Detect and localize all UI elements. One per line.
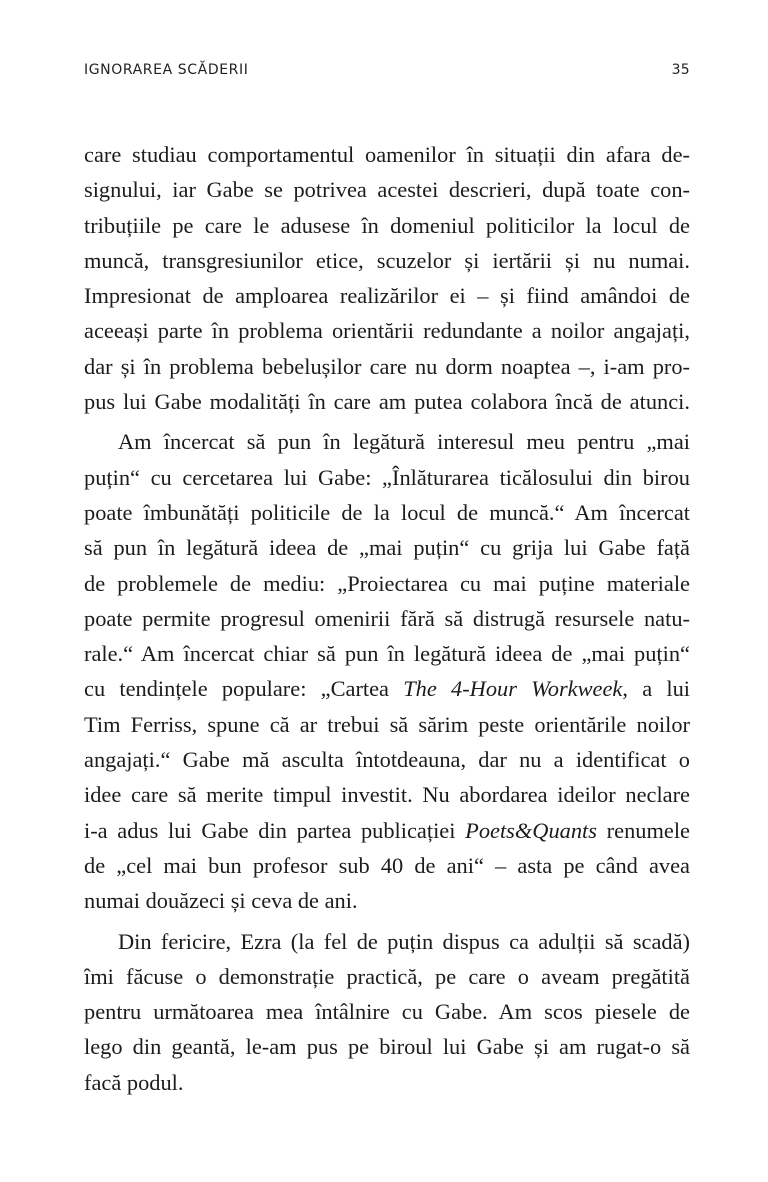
text-line: de „cel mai bun profesor sub 40 de ani“ – asta pe când avea [84,852,690,878]
text-line: să pun în legătură ideea de „mai puțin“ cu grija lui Gabe față [84,535,690,561]
page-number: 35 [671,62,690,78]
text-line: pus lui Gabe modalități în care am putea colabora încă de atunci. [84,389,690,415]
paragraph [84,924,690,1100]
text-line: tribuțiile pe care le adusese în domeniul politicilor la locul de [84,212,690,238]
running-header [84,62,690,82]
text-line: de problemele de mediu: „Proiectarea cu mai puține materiale [84,570,690,596]
text-line: facă podul. [84,1069,184,1095]
text-segment: cu tendințele populare: „Cartea [84,676,404,702]
text-line: numai douăzeci și ceva de ani. [84,888,358,914]
chapter-title: IGNORAREA SCĂDERII [84,62,249,78]
text-line-with-publication [84,813,690,848]
publication-title: Poets&Quants [465,817,597,843]
paragraph [84,424,690,918]
text-line: care studiau comportamentul oamenilor în situații din afara de- [84,142,690,167]
text-segment: , a lui [622,676,690,702]
text-line: Din fericire, Ezra (la fel de puțin dispus ca adulții să scadă) [118,928,690,954]
text-line: rale.“ Am încercat chiar să pun în legătură ideea de „mai puțin“ [84,641,690,667]
text-line: idee care să merite timpul investit. Nu abordarea ideilor neclare [84,782,690,808]
paragraph [84,137,690,419]
text-line: Am încercat să pun în legătură interesul meu pentru „mai [118,429,690,455]
text-line: Tim Ferriss, spune că ar trebui să sărim peste orientările noilor [84,711,690,737]
text-line: angajați.“ Gabe mă asculta întotdeauna, dar nu a identificat o [84,747,690,773]
text-line: poate îmbunătăți politicile de la locul de muncă.“ Am încercat [84,499,690,525]
text-line-with-book-title [84,671,690,706]
text-line: pentru următoarea mea întâlnire cu Gabe. Am scos piesele de [84,999,690,1025]
body-text [84,137,690,1100]
text-line: aceeași parte în problema orientării redundante a noilor angajați, [84,318,690,344]
text-line: puțin“ cu cercetarea lui Gabe: „Înlăturarea ticălosului din birou [84,464,690,490]
text-line: lego din geantă, le-am pus pe biroul lui Gabe și am rugat-o să [84,1034,690,1060]
text-segment: renumele [597,817,690,843]
text-segment: i-a adus lui Gabe din partea publicației [84,817,466,843]
text-line: muncă, transgresiunilor etice, scuzelor și iertării și nu numai. [84,247,690,273]
text-line: dar și în problema bebelușilor care nu dorm noaptea –, i-am pro- [84,353,690,379]
text-line: îmi făcuse o demonstrație practică, pe care o aveam pregătită [84,963,690,989]
text-line: poate permite progresul omenirii fără să distrugă resursele natu- [84,605,690,631]
text-line: signului, iar Gabe se potrivea acestei descrieri, după toate con- [84,177,690,203]
book-title: The 4-Hour Workweek [403,676,623,702]
text-line: Impresionat de amploarea realizărilor ei – și fiind amândoi de [84,283,690,309]
